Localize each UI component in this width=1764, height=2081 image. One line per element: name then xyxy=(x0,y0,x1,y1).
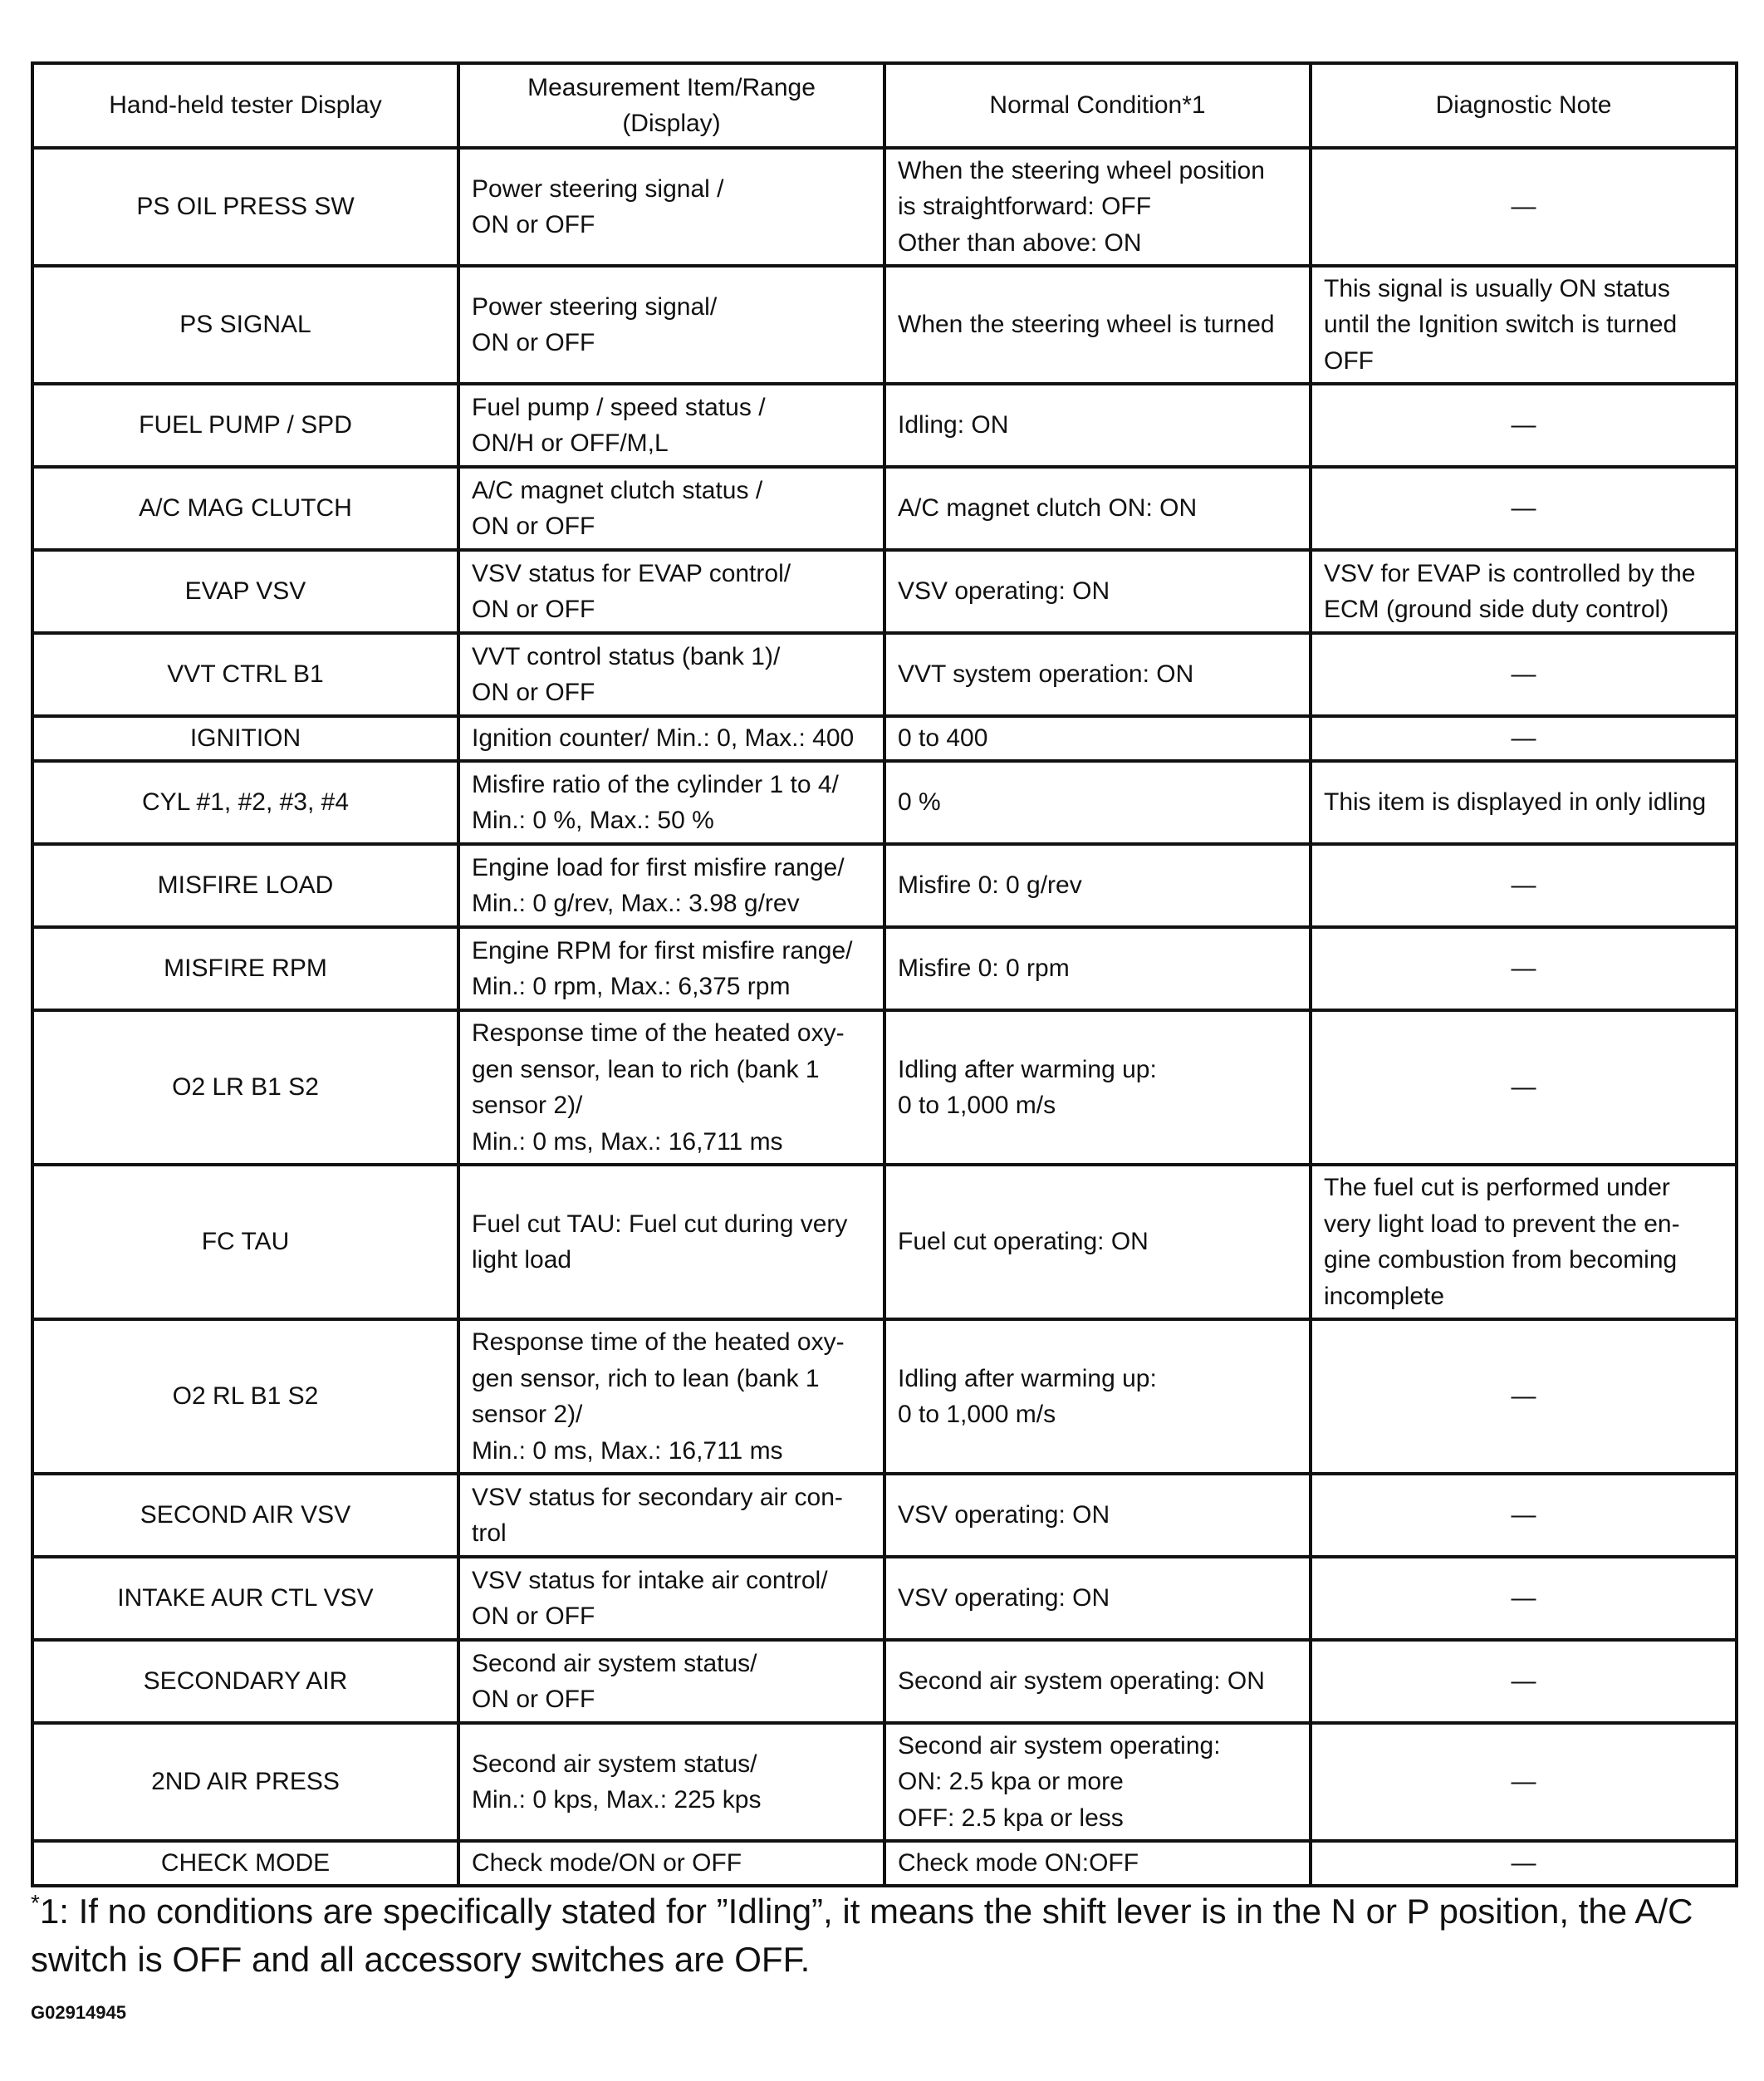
cell-tester-display: SECOND AIR VSV xyxy=(32,1474,458,1557)
cell-diagnostic-note: — xyxy=(1311,1841,1737,1886)
footnote-marker: * xyxy=(31,1890,40,1916)
cell-measurement-item: Response time of the heated oxy- gen sensor, lean to rich (bank 1 sensor 2)/ Min.: 0 ms, Max.: 16,711 ms xyxy=(458,1010,884,1165)
cell-tester-display: FC TAU xyxy=(32,1165,458,1319)
cell-measurement-item: Fuel cut TAU: Fuel cut during very light load xyxy=(458,1165,884,1319)
cell-normal-condition: 0 % xyxy=(884,761,1311,844)
cell-measurement-item: VSV status for EVAP control/ ON or OFF xyxy=(458,550,884,633)
table-row xyxy=(32,1841,1737,1886)
cell-tester-display: INTAKE AUR CTL VSV xyxy=(32,1557,458,1640)
cell-normal-condition: VSV operating: ON xyxy=(884,1474,1311,1557)
cell-tester-display: PS SIGNAL xyxy=(32,266,458,384)
cell-measurement-item: Second air system status/ ON or OFF xyxy=(458,1640,884,1723)
table-header xyxy=(32,63,1737,148)
cell-diagnostic-note: — xyxy=(1311,633,1737,716)
table-row xyxy=(32,467,1737,550)
cell-tester-display: 2ND AIR PRESS xyxy=(32,1723,458,1841)
table-body xyxy=(32,148,1737,1886)
cell-diagnostic-note: — xyxy=(1311,384,1737,467)
footnote-text: 1: If no conditions are specifically stated for ”Idling”, it means the shift lever is in the N or P position, the A/C switch is OFF and all accessory switches are OFF. xyxy=(31,1892,1693,1979)
cell-diagnostic-note: — xyxy=(1311,1640,1737,1723)
cell-measurement-item: Engine load for first misfire range/ Min.: 0 g/rev, Max.: 3.98 g/rev xyxy=(458,844,884,927)
cell-diagnostic-note: This item is displayed in only idling xyxy=(1311,761,1737,844)
table-row xyxy=(32,633,1737,716)
header-row xyxy=(32,63,1737,148)
cell-diagnostic-note: — xyxy=(1311,1010,1737,1165)
cell-tester-display: IGNITION xyxy=(32,716,458,761)
cell-measurement-item: Misfire ratio of the cylinder 1 to 4/ Min.: 0 %, Max.: 50 % xyxy=(458,761,884,844)
cell-normal-condition: Second air system operating: ON xyxy=(884,1640,1311,1723)
cell-normal-condition: VSV operating: ON xyxy=(884,1557,1311,1640)
cell-tester-display: A/C MAG CLUTCH xyxy=(32,467,458,550)
cell-normal-condition: Check mode ON:OFF xyxy=(884,1841,1311,1886)
cell-measurement-item: VVT control status (bank 1)/ ON or OFF xyxy=(458,633,884,716)
cell-diagnostic-note: — xyxy=(1311,844,1737,927)
table-row xyxy=(32,1723,1737,1841)
cell-diagnostic-note: — xyxy=(1311,1474,1737,1557)
cell-normal-condition: Misfire 0: 0 g/rev xyxy=(884,844,1311,927)
cell-normal-condition: A/C magnet clutch ON: ON xyxy=(884,467,1311,550)
cell-tester-display: MISFIRE RPM xyxy=(32,927,458,1010)
cell-measurement-item: VSV status for secondary air con- trol xyxy=(458,1474,884,1557)
cell-normal-condition: Idling after warming up: 0 to 1,000 m/s xyxy=(884,1319,1311,1474)
cell-measurement-item: Power steering signal/ ON or OFF xyxy=(458,266,884,384)
table-row xyxy=(32,927,1737,1010)
cell-tester-display: CHECK MODE xyxy=(32,1841,458,1886)
cell-normal-condition: 0 to 400 xyxy=(884,716,1311,761)
cell-measurement-item: A/C magnet clutch status / ON or OFF xyxy=(458,467,884,550)
data-list-table xyxy=(31,61,1738,1887)
table-row xyxy=(32,1165,1737,1319)
cell-diagnostic-note: — xyxy=(1311,1557,1737,1640)
cell-measurement-item: Check mode/ON or OFF xyxy=(458,1841,884,1886)
cell-tester-display: PS OIL PRESS SW xyxy=(32,148,458,266)
cell-measurement-item: VSV status for intake air control/ ON or OFF xyxy=(458,1557,884,1640)
table-row xyxy=(32,1640,1737,1723)
table-row xyxy=(32,550,1737,633)
table-row xyxy=(32,844,1737,927)
cell-diagnostic-note: — xyxy=(1311,927,1737,1010)
cell-normal-condition: Idling after warming up: 0 to 1,000 m/s xyxy=(884,1010,1311,1165)
cell-normal-condition: Fuel cut operating: ON xyxy=(884,1165,1311,1319)
cell-normal-condition: Idling: ON xyxy=(884,384,1311,467)
cell-normal-condition: When the steering wheel is turned xyxy=(884,266,1311,384)
cell-measurement-item: Response time of the heated oxy- gen sensor, rich to lean (bank 1 sensor 2)/ Min.: 0 ms, Max.: 16,711 ms xyxy=(458,1319,884,1474)
cell-tester-display: O2 LR B1 S2 xyxy=(32,1010,458,1165)
table-row xyxy=(32,1474,1737,1557)
cell-tester-display: SECONDARY AIR xyxy=(32,1640,458,1723)
cell-tester-display: CYL #1, #2, #3, #4 xyxy=(32,761,458,844)
cell-diagnostic-note: — xyxy=(1311,1723,1737,1841)
cell-diagnostic-note: — xyxy=(1311,467,1737,550)
cell-normal-condition: When the steering wheel position is straightforward: OFF Other than above: ON xyxy=(884,148,1311,266)
figure-id: G02914945 xyxy=(31,2002,126,2023)
header-measurement-item: Measurement Item/Range (Display) xyxy=(458,63,884,148)
cell-tester-display: O2 RL B1 S2 xyxy=(32,1319,458,1474)
cell-diagnostic-note: — xyxy=(1311,716,1737,761)
cell-measurement-item: Ignition counter/ Min.: 0, Max.: 400 xyxy=(458,716,884,761)
header-normal-condition: Normal Condition*1 xyxy=(884,63,1311,148)
cell-tester-display: MISFIRE LOAD xyxy=(32,844,458,927)
cell-diagnostic-note: The fuel cut is performed under very light load to prevent the en- gine combustion from becoming incomplete xyxy=(1311,1165,1737,1319)
cell-measurement-item: Power steering signal / ON or OFF xyxy=(458,148,884,266)
table-row xyxy=(32,761,1737,844)
cell-tester-display: VVT CTRL B1 xyxy=(32,633,458,716)
cell-diagnostic-note: This signal is usually ON status until the Ignition switch is turned OFF xyxy=(1311,266,1737,384)
table-row xyxy=(32,1557,1737,1640)
cell-diagnostic-note: VSV for EVAP is controlled by the ECM (ground side duty control) xyxy=(1311,550,1737,633)
cell-tester-display: EVAP VSV xyxy=(32,550,458,633)
table-row xyxy=(32,384,1737,467)
table-row xyxy=(32,1319,1737,1474)
cell-measurement-item: Fuel pump / speed status / ON/H or OFF/M,L xyxy=(458,384,884,467)
cell-diagnostic-note: — xyxy=(1311,1319,1737,1474)
cell-measurement-item: Second air system status/ Min.: 0 kps, Max.: 225 kps xyxy=(458,1723,884,1841)
cell-measurement-item: Engine RPM for first misfire range/ Min.: 0 rpm, Max.: 6,375 rpm xyxy=(458,927,884,1010)
cell-normal-condition: VVT system operation: ON xyxy=(884,633,1311,716)
cell-diagnostic-note: — xyxy=(1311,148,1737,266)
cell-tester-display: FUEL PUMP / SPD xyxy=(32,384,458,467)
table-row xyxy=(32,266,1737,384)
header-diagnostic-note: Diagnostic Note xyxy=(1311,63,1737,148)
cell-normal-condition: VSV operating: ON xyxy=(884,550,1311,633)
cell-normal-condition: Second air system operating: ON: 2.5 kpa or more OFF: 2.5 kpa or less xyxy=(884,1723,1311,1841)
table-row xyxy=(32,1010,1737,1165)
cell-normal-condition: Misfire 0: 0 rpm xyxy=(884,927,1311,1010)
table-row xyxy=(32,148,1737,266)
table-row xyxy=(32,716,1737,761)
header-tester-display: Hand-held tester Display xyxy=(32,63,458,148)
footnote xyxy=(31,1887,1742,1984)
